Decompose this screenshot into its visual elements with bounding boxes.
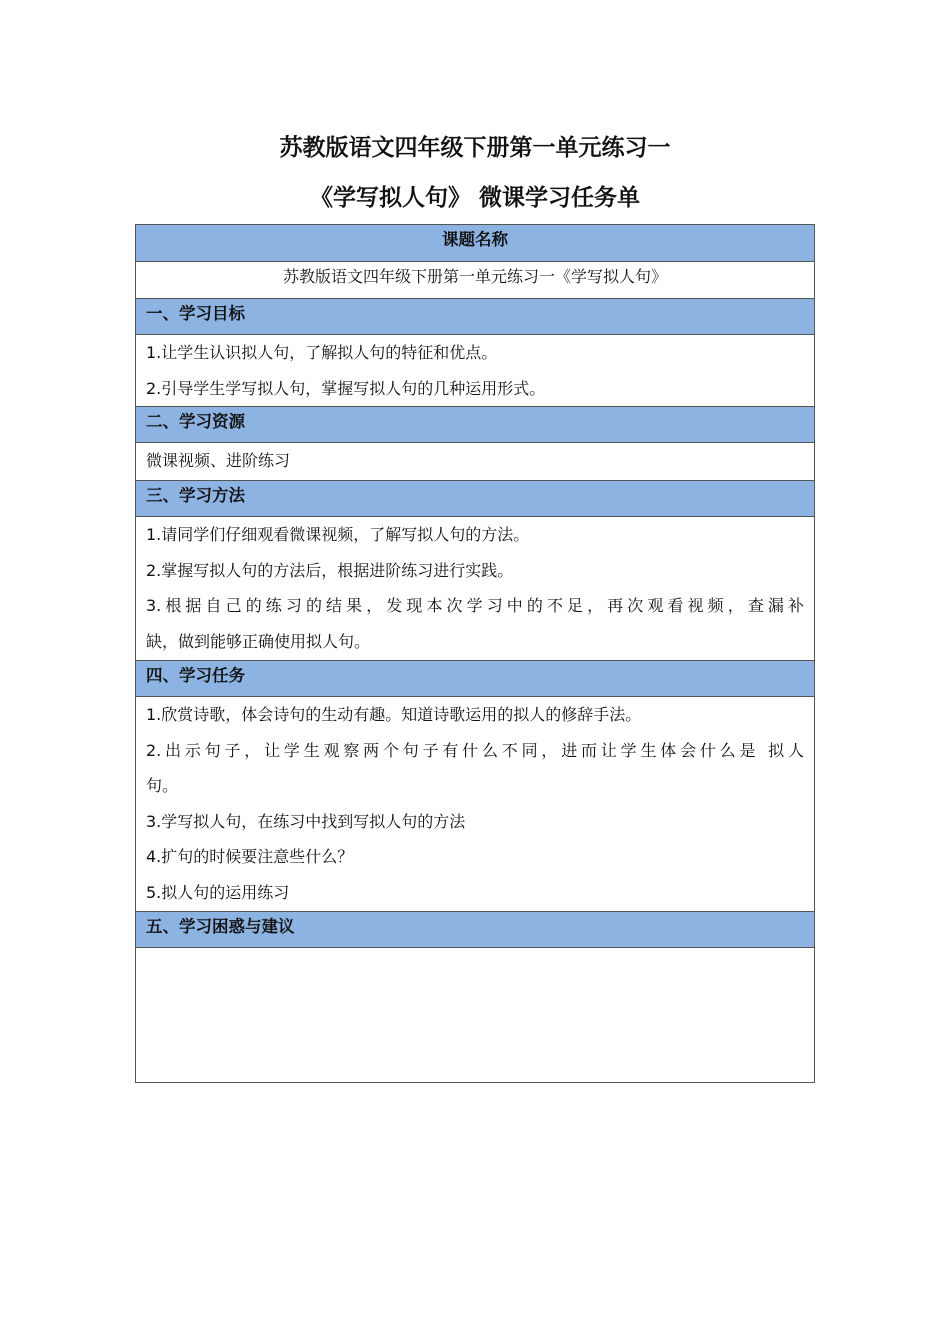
objective-line-2: 2.引导学生学写拟人句，掌握写拟人句的几种运用形式。 — [146, 378, 546, 398]
section-header-tasks: 四、学习任务 — [136, 661, 814, 697]
method-line-1: 1.请同学们仔细观看微课视频，了解写拟人句的方法。 — [146, 525, 530, 544]
section-body-methods — [136, 517, 814, 661]
objective-line-1: 1.让学生认识拟人句，了解拟人句的特征和优点。 — [146, 343, 498, 362]
task-line-3: 句。 — [146, 776, 179, 795]
task-line-1: 1.欣赏诗歌，体会诗句的生动有趣。知道诗歌运用的拟人的修辞手法。 — [146, 705, 642, 724]
document-subtitle: 《学写拟人句》 微课学习任务单 — [309, 185, 640, 211]
task-line-2: 2.出示句子，让学生观察两个句子有什么不同，进而让学生体会什么是 拟人 — [146, 740, 804, 760]
section-body-resources — [136, 443, 814, 481]
task-line-4: 3.学写拟人句，在练习中找到写拟人句的方法 — [146, 811, 466, 831]
document-title: 苏教版语文四年级下册第一单元练习一 — [279, 135, 671, 161]
feedback-input-area[interactable] — [136, 948, 814, 1082]
section-body-objectives — [136, 335, 814, 407]
course-name-value: 苏教版语文四年级下册第一单元练习一《学写拟人句》 — [282, 267, 667, 286]
method-line-4: 缺，做到能够正确使用拟人句。 — [146, 631, 371, 651]
resource-line-1: 微课视频、进阶练习 — [146, 451, 291, 470]
section-header-feedback: 五、学习困惑与建议 — [136, 912, 814, 948]
task-line-6: 5.拟人句的运用练习 — [146, 882, 290, 902]
course-name-header: 课题名称 — [136, 225, 814, 262]
section-body-tasks — [136, 697, 814, 912]
method-line-2: 2.掌握写拟人句的方法后，根据进阶练习进行实践。 — [146, 560, 514, 580]
section-header-objectives: 一、学习目标 — [136, 299, 814, 335]
course-name-cell — [136, 262, 814, 299]
task-line-5: 4.扩句的时候要注意些什么？ — [146, 847, 354, 866]
task-sheet-table — [135, 224, 815, 1083]
section-header-resources: 二、学习资源 — [136, 407, 814, 443]
section-header-methods: 三、学习方法 — [136, 481, 814, 517]
method-line-3: 3.根据自己的练习的结果，发现本次学习中的不足，再次观看视频，查漏补 — [146, 596, 804, 615]
